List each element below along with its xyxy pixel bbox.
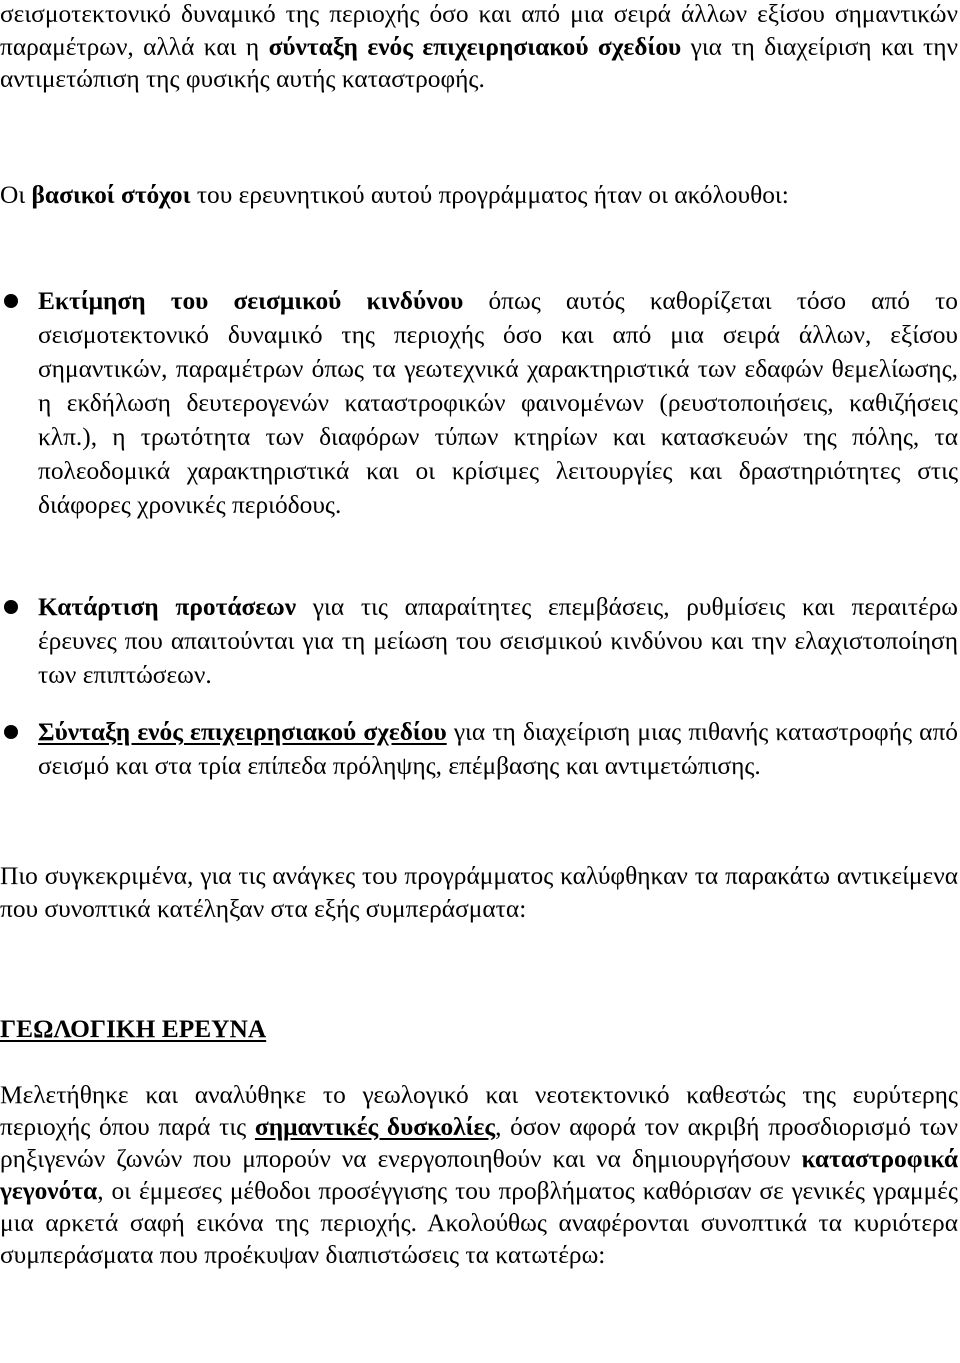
geology-text-2: , όσον αφορά τον ακριβή προσδιορισμό των ρηξιγενών ζωνών που μπορούν να ενεργοποιηθούν και να δημιουργήσουν	[0, 1112, 958, 1173]
bullet-item-3-bold: Σύνταξη ενός επιχειρησιακού σχεδίου	[38, 718, 447, 746]
intro-text-2: για τη διαχείριση και την αντιμετώπιση της φυσικής αυτής καταστροφής.	[0, 32, 958, 93]
intro-paragraph	[0, 0, 958, 96]
goals-text-1: Οι	[0, 181, 32, 209]
bullet-dot-3	[4, 725, 18, 739]
bullet-item-2	[38, 590, 958, 692]
geology-bold-difficulties: σημαντικές δυσκολίες	[254, 1112, 496, 1141]
geology-bold-events: καταστροφικά γεγονότα	[0, 1144, 958, 1205]
section-heading: ΓΕΩΛΟΓΙΚΗ ΕΡΕΥΝΑ	[0, 1015, 267, 1043]
geology-text-1: Μελετήθηκε και αναλύθηκε το γεωλογικό και νεοτεκτονικό καθεστώς της ευρύτερης περιοχής όπου παρά τις	[0, 1081, 958, 1141]
goals-text-2: του ερευνητικού αυτού προγράμματος ήταν οι ακόλουθοι:	[190, 181, 789, 209]
bullet-dot-2	[4, 600, 18, 614]
bullet-item-3-text: για τη διαχείριση μιας πιθανής καταστροφής από σεισμό και στα τρία επίπεδα πρόληψης, επέμβασης και αντιμετώπισης.	[38, 718, 958, 780]
geology-paragraph	[0, 1080, 958, 1271]
intro-text-1: σεισμοτεκτονικό δυναμικό της περιοχής όσο και από μια σειρά άλλων εξίσου σημαντικών παραμέτρων, αλλά και η	[0, 0, 958, 61]
goals-bold: βασικοί στόχοι	[31, 181, 191, 209]
bullet-item-1	[38, 284, 958, 522]
bullet-item-2-text: για τις απαραίτητες επεμβάσεις, ρυθμίσεις και περαιτέρω έρευνες που απαιτούνται για τη μείωση του σεισμικού κινδύνου και την ελαχιστοποίηση των επιπτώσεων.	[38, 593, 959, 689]
bullet-item-1-text: όπως αυτός καθορίζεται τόσο από το σεισμοτεκτονικό δυναμικό της περιοχής όσο και από μια σειρά άλλων, εξίσου σημαντικών, παραμέτρων όπως τα γεωτεχνικά χαρακτηριστικά των εδαφών θεμελίωσης, η εκδήλωση δευτερογενών καταστροφικών φαινομένων (ρευστοποιήσεις, καθιζήσεις κλπ.), η τρωτότητα των διαφόρων τύπων κτηρίων και κατασκευών της πόλης, τα πολεοδομικά χαρακτηριστικά και οι κρίσιμες λειτουργίες και δραστηριότητες στις διάφορες χρονικές περιόδους.	[38, 287, 958, 519]
intro-bold-plan: σύνταξη ενός επιχειρησιακού σχεδίου	[268, 32, 682, 61]
geology-text-3: , οι έμμεσες μέθοδοι προσέγγισης του προβλήματος καθόρισαν σε γενικές γραμμές μια αρκετά σαφή εικόνα της περιοχής. Ακολούθως αναφέρονται συνοπτικά τα κυριότερα συμπεράσματα που προέκυψαν διαπιστώσεις τα κατωτέρω:	[0, 1176, 958, 1269]
bullet-dot-1	[4, 294, 18, 308]
bullet-item-1-bold: Εκτίμηση του σεισμικού κινδύνου	[38, 287, 464, 315]
specific-paragraph: Πιο συγκεκριμένα, για τις ανάγκες του προγράμματος καλύφθηκαν τα παρακάτω αντικείμενα που συνοπτικά κατέληξαν στα εξής συμπεράσματα:	[0, 862, 958, 923]
goals-paragraph	[0, 179, 958, 212]
bullet-item-2-bold: Κατάρτιση προτάσεων	[38, 593, 297, 621]
bullet-item-3	[38, 715, 958, 783]
